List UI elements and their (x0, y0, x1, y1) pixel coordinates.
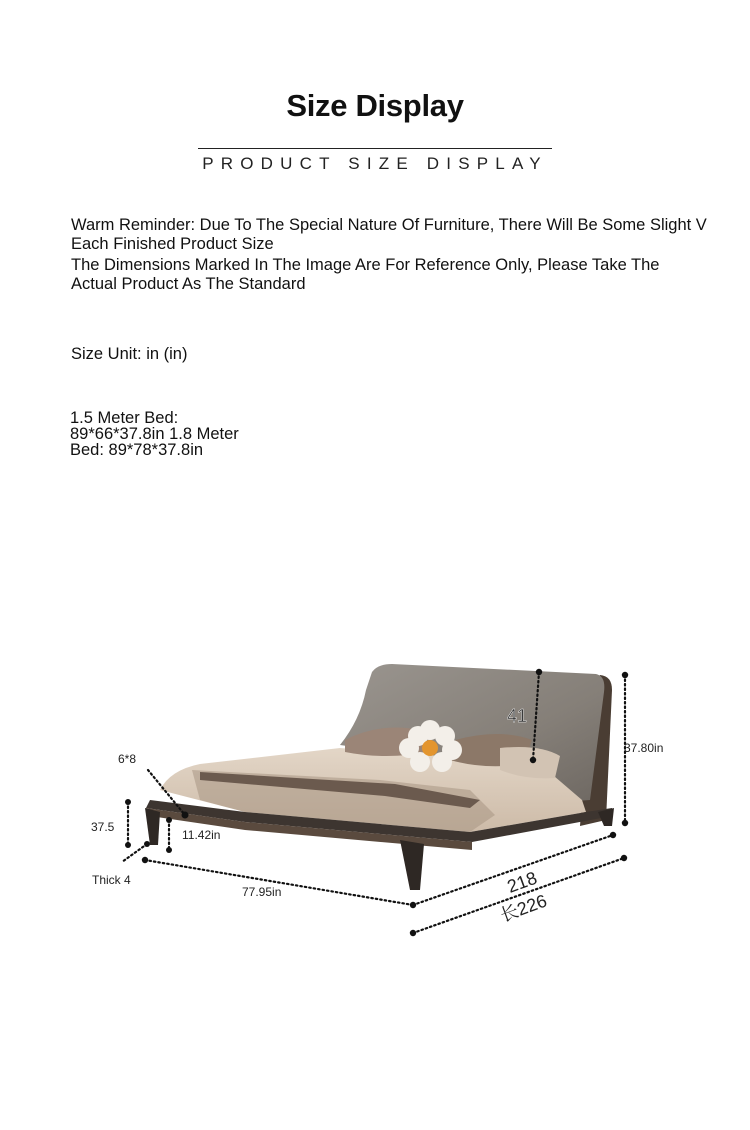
spec-line-2: 89*66*37.8in 1.8 Meter (70, 425, 239, 443)
thickness-label: Thick 4 (92, 873, 131, 887)
length-label: 长226 (497, 890, 550, 926)
title-divider (198, 148, 552, 149)
reminder-line-4: Actual Product As The Standard (71, 275, 306, 293)
side-length-label: 77.95in (242, 885, 282, 899)
bed-specs (70, 410, 239, 458)
size-unit: Size Unit: in (in) (71, 345, 188, 363)
warm-reminder (71, 216, 750, 294)
headboard-height-label: 37.80in (624, 741, 664, 755)
width-label: 218 (504, 867, 540, 897)
leg-height-label: 11.42in (182, 828, 221, 842)
reminder-line-2: Each Finished Product Size (71, 235, 274, 253)
leg-section-label: 6*8 (118, 752, 137, 766)
page-subtitle: PRODUCT SIZE DISPLAY (202, 154, 548, 173)
spec-line-3: Bed: 89*78*37.8in (70, 441, 204, 459)
bed-dimension-diagram (0, 640, 750, 960)
page-title: Size Display (286, 88, 464, 123)
reminder-line-3: The Dimensions Marked In The Image Are For Reference Only, Please Take The (71, 256, 660, 274)
reminder-line-1: Warm Reminder: Due To The Special Nature Of Furniture, There Will Be Some Slight V (71, 216, 707, 234)
bed-illustration (145, 664, 614, 890)
frame-height-label: 37.5 (91, 820, 115, 834)
spec-line-1: 1.5 Meter Bed: (70, 409, 179, 427)
headboard-inner-label: 41 (507, 706, 528, 726)
